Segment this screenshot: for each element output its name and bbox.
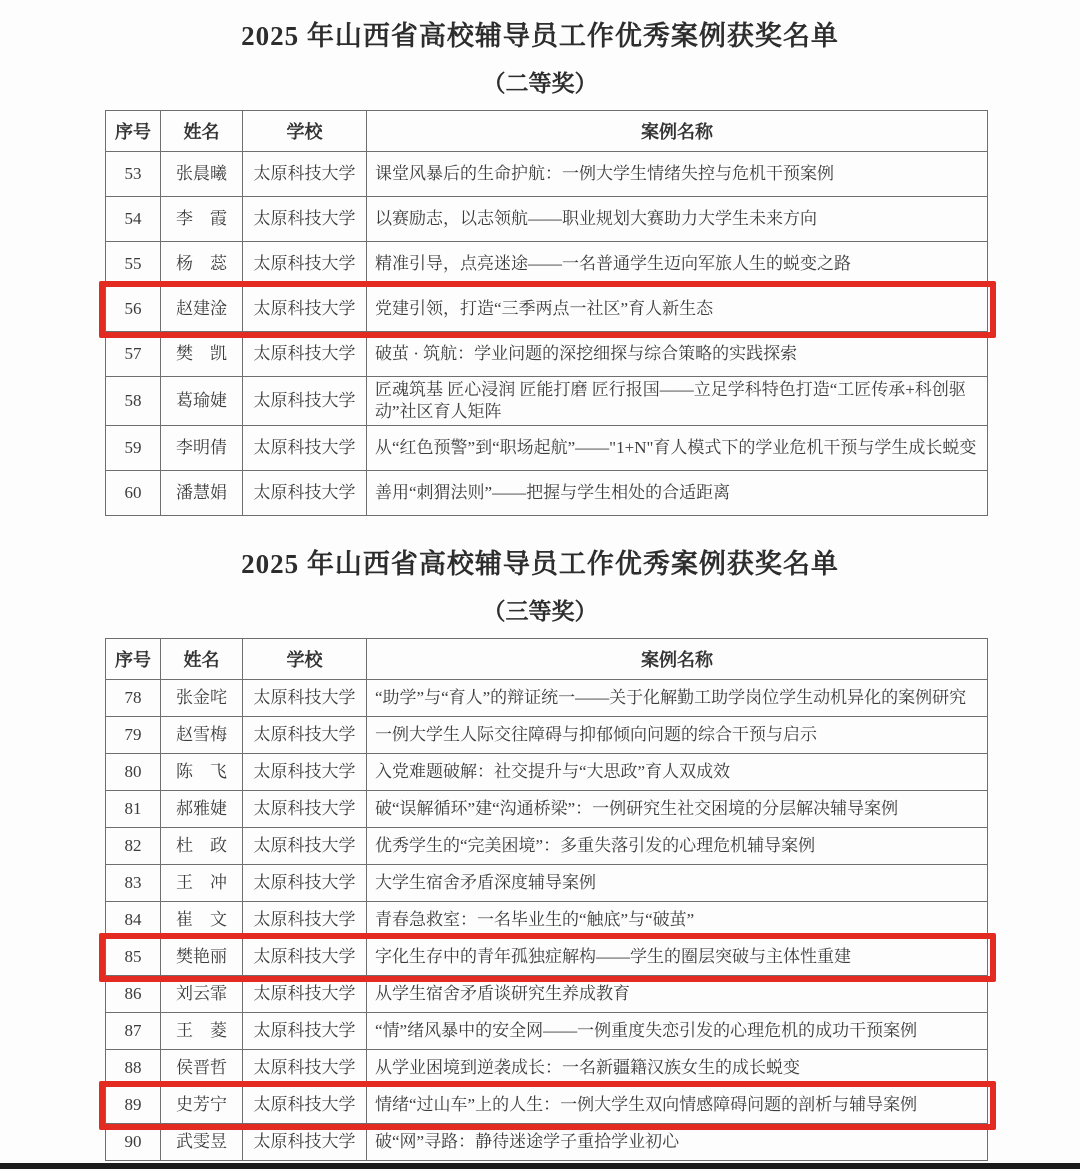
case-title-cell: 精准引导，点亮迷途——一名普通学生迈向军旅人生的蜕变之路 (367, 242, 988, 287)
name-cell: 刘云霏 (161, 976, 243, 1013)
column-header-case: 案例名称 (367, 639, 988, 680)
case-title-cell: 破“网”寻路：静待迷途学子重拾学业初心 (367, 1124, 988, 1161)
name-cell: 李明倩 (161, 426, 243, 471)
case-title-cell: 入党难题破解：社交提升与“大思政”育人双成效 (367, 754, 988, 791)
school-cell: 太原科技大学 (243, 287, 367, 332)
table-row (106, 197, 988, 242)
third-prize-section (0, 516, 1080, 1161)
school-cell: 太原科技大学 (243, 939, 367, 976)
school-cell: 太原科技大学 (243, 680, 367, 717)
name-cell: 樊 凯 (161, 332, 243, 377)
page-title: 2025 年山西省高校辅导员工作优秀案例获奖名单 (241, 549, 839, 580)
column-header-school: 学校 (243, 111, 367, 152)
name-cell: 侯晋哲 (161, 1050, 243, 1087)
table-row (106, 902, 988, 939)
second-prize-section (0, 0, 1080, 516)
serial-number-cell: 85 (106, 939, 161, 976)
school-cell: 太原科技大学 (243, 197, 367, 242)
prize-level-subtitle: （二等奖） (482, 71, 598, 96)
name-cell: 武雯昱 (161, 1124, 243, 1161)
table-row (106, 1013, 988, 1050)
serial-number-cell: 79 (106, 717, 161, 754)
table-row (106, 242, 988, 287)
serial-number-cell: 83 (106, 865, 161, 902)
award-table-wrap (105, 110, 988, 516)
page-title: 2025 年山西省高校辅导员工作优秀案例获奖名单 (241, 21, 839, 51)
case-title-cell: “助学”与“育人”的辩证统一——关于化解勤工助学岗位学生动机异化的案例研究 (367, 680, 988, 717)
table-row (106, 939, 988, 976)
school-cell: 太原科技大学 (243, 242, 367, 287)
school-cell: 太原科技大学 (243, 902, 367, 939)
table-row (106, 1124, 988, 1161)
school-cell: 太原科技大学 (243, 1124, 367, 1161)
case-title-cell: 字化生存中的青年孤独症解构——学生的圈层突破与主体性重建 (367, 939, 988, 976)
school-cell: 太原科技大学 (243, 332, 367, 377)
serial-number-cell: 56 (106, 287, 161, 332)
name-cell: 赵建淦 (161, 287, 243, 332)
name-cell: 樊艳丽 (161, 939, 243, 976)
school-cell: 太原科技大学 (243, 426, 367, 471)
school-cell: 太原科技大学 (243, 377, 367, 426)
case-title-cell: 从学生宿舍矛盾谈研究生养成教育 (367, 976, 988, 1013)
column-header-name: 姓名 (161, 639, 243, 680)
case-title-cell: 大学生宿舍矛盾深度辅导案例 (367, 865, 988, 902)
table-row (106, 152, 988, 197)
case-title-cell: 党建引领，打造“三季两点一社区”育人新生态 (367, 287, 988, 332)
name-cell: 李 霞 (161, 197, 243, 242)
school-cell: 太原科技大学 (243, 828, 367, 865)
table-row (106, 828, 988, 865)
serial-number-cell: 60 (106, 471, 161, 516)
award-table-wrap (105, 638, 988, 1161)
table-row (106, 976, 988, 1013)
school-cell: 太原科技大学 (243, 471, 367, 516)
name-cell: 王 冲 (161, 865, 243, 902)
table-row (106, 471, 988, 516)
name-cell: 崔 文 (161, 902, 243, 939)
case-title-cell: 优秀学生的“完美困境”：多重失落引发的心理危机辅导案例 (367, 828, 988, 865)
serial-number-cell: 87 (106, 1013, 161, 1050)
table-row (106, 1087, 988, 1124)
table-row (106, 791, 988, 828)
award-table (105, 638, 988, 1161)
serial-number-cell: 57 (106, 332, 161, 377)
name-cell: 史芳宁 (161, 1087, 243, 1124)
case-title-cell: 破茧 · 筑航：学业问题的深挖细探与综合策略的实践探索 (367, 332, 988, 377)
table-row (106, 717, 988, 754)
serial-number-cell: 88 (106, 1050, 161, 1087)
serial-number-cell: 80 (106, 754, 161, 791)
school-cell: 太原科技大学 (243, 1087, 367, 1124)
school-cell: 太原科技大学 (243, 1013, 367, 1050)
serial-number-cell: 89 (106, 1087, 161, 1124)
table-row (106, 754, 988, 791)
name-cell: 王 菱 (161, 1013, 243, 1050)
serial-number-cell: 90 (106, 1124, 161, 1161)
column-header-serial: 序号 (106, 639, 161, 680)
name-cell: 潘慧娟 (161, 471, 243, 516)
table-row (106, 287, 988, 332)
school-cell: 太原科技大学 (243, 791, 367, 828)
name-cell: 杨 蕊 (161, 242, 243, 287)
serial-number-cell: 55 (106, 242, 161, 287)
name-cell: 陈 飞 (161, 754, 243, 791)
serial-number-cell: 86 (106, 976, 161, 1013)
header-row (106, 111, 988, 152)
serial-number-cell: 58 (106, 377, 161, 426)
table-row (106, 680, 988, 717)
serial-number-cell: 82 (106, 828, 161, 865)
serial-number-cell: 54 (106, 197, 161, 242)
table-row (106, 377, 988, 426)
prize-level-subtitle: （三等奖） (482, 599, 598, 625)
case-title-cell: 从“红色预警”到“职场起航”——"1+N"育人模式下的学业危机干预与学生成长蜕变 (367, 426, 988, 471)
case-title-cell: 课堂风暴后的生命护航：一例大学生情绪失控与危机干预案例 (367, 152, 988, 197)
school-cell: 太原科技大学 (243, 865, 367, 902)
serial-number-cell: 81 (106, 791, 161, 828)
column-header-case: 案例名称 (367, 111, 988, 152)
school-cell: 太原科技大学 (243, 152, 367, 197)
name-cell: 葛瑜婕 (161, 377, 243, 426)
case-title-cell: “情”绪风暴中的安全网——一例重度失恋引发的心理危机的成功干预案例 (367, 1013, 988, 1050)
case-title-cell: 以赛励志，以志领航——职业规划大赛助力大学生未来方向 (367, 197, 988, 242)
school-cell: 太原科技大学 (243, 976, 367, 1013)
name-cell: 郝雅婕 (161, 791, 243, 828)
case-title-cell: 善用“刺猬法则”——把握与学生相处的合适距离 (367, 471, 988, 516)
column-header-school: 学校 (243, 639, 367, 680)
serial-number-cell: 78 (106, 680, 161, 717)
serial-number-cell: 84 (106, 902, 161, 939)
case-title-cell: 匠魂筑基 匠心浸润 匠能打磨 匠行报国——立足学科特色打造“工匠传承+科创驱动”社区育人矩阵 (367, 377, 988, 426)
column-header-serial: 序号 (106, 111, 161, 152)
table-row (106, 1050, 988, 1087)
case-title-cell: 一例大学生人际交往障碍与抑郁倾向问题的综合干预与启示 (367, 717, 988, 754)
case-title-cell: 情绪“过山车”上的人生：一例大学生双向情感障碍问题的剖析与辅导案例 (367, 1087, 988, 1124)
header-row (106, 639, 988, 680)
name-cell: 张金咤 (161, 680, 243, 717)
table-row (106, 426, 988, 471)
school-cell: 太原科技大学 (243, 754, 367, 791)
name-cell: 赵雪梅 (161, 717, 243, 754)
name-cell: 杜 政 (161, 828, 243, 865)
table-row (106, 865, 988, 902)
serial-number-cell: 59 (106, 426, 161, 471)
bottom-edge-bar (0, 1163, 1080, 1169)
award-table (105, 110, 988, 516)
serial-number-cell: 53 (106, 152, 161, 197)
school-cell: 太原科技大学 (243, 717, 367, 754)
case-title-cell: 从学业困境到逆袭成长：一名新疆籍汉族女生的成长蜕变 (367, 1050, 988, 1087)
school-cell: 太原科技大学 (243, 1050, 367, 1087)
case-title-cell: 破“误解循环”建“沟通桥梁”：一例研究生社交困境的分层解决辅导案例 (367, 791, 988, 828)
column-header-name: 姓名 (161, 111, 243, 152)
case-title-cell: 青春急救室：一名毕业生的“触底”与“破茧” (367, 902, 988, 939)
name-cell: 张晨曦 (161, 152, 243, 197)
table-row (106, 332, 988, 377)
